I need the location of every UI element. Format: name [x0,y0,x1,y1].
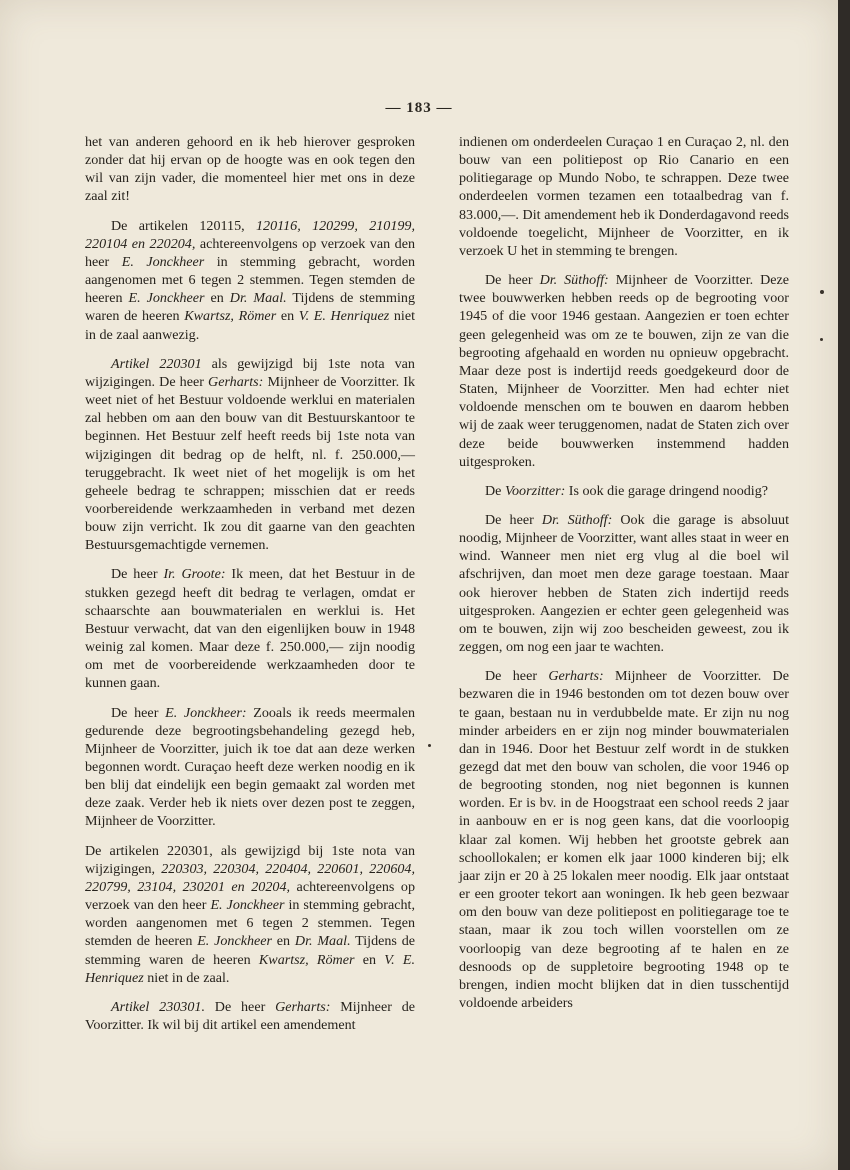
italic-name: Dr. Süthoff: [539,272,609,289]
text-run: achtereenvolgens op verzoek van den heer [85,878,416,914]
text-run: en [204,290,230,307]
italic-name: E. Jonckheer [197,933,273,950]
italic-name: 220303, 220304, 220404, 220601, 220604, 220799, 23104, 230201 en 20204, [85,860,415,895]
italic-name: Kwartsz, Römer [184,308,277,325]
speck-mark [428,744,431,747]
italic-name: E. Jonckheer [121,253,205,270]
text-run: niet in de zaal aanwezig. [85,308,416,343]
paragraph [459,667,789,1012]
paragraph [459,133,789,260]
speck-mark [820,338,823,341]
paragraph [85,704,415,831]
italic-name: Gerharts: [548,668,604,685]
italic-name: Dr. Süthoff: [541,511,613,528]
text-run: niet in de zaal. [143,969,230,986]
text-run: De heer [204,998,276,1015]
text-run: Ook die garage is absoluut noodig, Mijnheer de Voorzitter, want alles staat in weer en wind. Wanneer men niet erg vlug al die boel wil afschrijven, dan moet men deze garage toestaan. Maar ook hierover hebben de Staten zich indertijd reeds uitgesproken. Aangezien er echter geen gelegenheid was om te bouwen, zijn wij zoo bescheiden geweest, zou ik zeggen, om nog een jaar te wachten. [459,511,789,656]
text-run: in stemming gebracht, worden aangenomen met 6 tegen 2 stemmen. Tegen stemden de heeren [85,253,415,307]
paragraph [85,217,415,344]
italic-name: E. Jonckheer: [165,704,247,721]
text-run: in stemming gebracht, worden aangenomen met 6 tegen 2 stemmen. Tegen stemden de heeren [85,897,415,950]
italic-name: Artikel 230301. [111,998,205,1015]
paragraph [85,565,415,692]
italic-name: V. E. Henriquez [85,951,415,986]
italic-name: E. Jonckheer [210,897,285,914]
text-run: De heer [485,272,540,289]
text-run: het van anderen gehoord en ik heb hierover gesproken zonder dat hij ervan op de hoogte was en ook tegen den wil van zijn vader, die momenteel hier met ons in deze zaal zit! [85,134,415,205]
paragraph [459,482,789,500]
text-run: Mijnheer de Voorzitter. Ik wil bij dit artikel een amendement [85,998,415,1034]
italic-name: Kwartsz, Römer [258,951,355,968]
italic-name: Gerharts: [275,998,331,1015]
text-run: Tijdens de stemming waren de heeren [85,933,415,968]
text-run: en [272,933,295,950]
italic-name: 120116, 120299, 210199, 220104 en 220204, [85,217,415,252]
speck-mark [820,290,824,294]
text-run: achtereenvolgens op verzoek van den heer [85,235,415,270]
text-run: De heer [485,511,542,528]
text-run: Mijnheer de Voorzitter. De bezwaren die in 1946 bestonden om tot dezen bouw over te gaan, bestaan nu in verdubbelde mate. Er zijn nu nog minder arbeiders en er zijn nog minder bouwmaterialen dan in 1946. Door het Bestuur zelf wordt in de stukken gezegd dat met den bouw van scholen, die voor 1946 op de begrooting stonden, nog niet begonnen is kunnen worden. Er is bv. in de Hoogstraat een school reeds 2 jaar in aanbouw en er is nog geen kans, dat die voorloopig klaar zal komen. Wij hebben het grootste gebrek aan schoollokalen; er komen elk jaar 1000 kinderen bij; elk jaar zijn er 20 à 25 lokalen meer noodig. Elk jaar ontstaat er een grooter tekort aan woningen. Ik heb geen bezwaar om den bouw van deze politiepost en politiegarage toe te staan, maar ik zou toch willen voorstellen om ze voorloopig van deze begrooting af te halen en ze desnoods op de suppletoire begrooting 1948 op te brengen, indien mocht blijken dat in dien tusschentijd voldoende arbeiders [459,668,789,1012]
paragraph [85,133,415,206]
italic-name: Ir. Groote: [163,566,226,583]
italic-name: V. E. Henriquez [298,308,390,325]
right-column [459,133,789,1023]
italic-name: Dr. Maal. [229,290,287,307]
paragraph [85,842,415,987]
paragraph [459,511,789,656]
text-run: De heer [485,668,549,685]
italic-name: Gerharts: [208,373,264,390]
italic-name: Artikel 220301 [111,355,202,372]
text-run: Mijnheer de Voorzitter. Ik weet niet of het Bestuur voldoende werklui en materialen zal hebben om aan den bouw van dit Bestuurskantoor te beginnen. Het Bestuur zelf heeft reeds bij 1ste nota van wijzigingen dit bedrag op de helft, nl. f. 250.000,— teruggebracht. Ik weet niet of het mogelijk is om het geheele bedrag te schrappen; misschien dat er reeds voorbereidende werkzaamheden in verband met dezen bouw zijn verricht. Ik zou dit gaarne van den geachten Bestuursgemachtigde vernemen. [85,373,415,554]
text-run: als gewijzigd bij 1ste nota van wijzigingen. De heer [85,355,415,390]
text-run: De [485,482,505,499]
text-run: De heer [111,704,166,721]
page-number: — 183 — [385,100,453,116]
left-column [85,133,415,1045]
paragraph [459,271,789,471]
text-run: De heer [111,566,164,583]
text-run: De artikelen 220301, als gewijzigd bij 1ste nota van wijzigingen, [85,842,415,877]
text-run: en [276,308,299,325]
text-run: Tijdens de stemming waren de heeren [85,290,416,325]
italic-name: E. Jonckheer [128,290,205,307]
text-run: Zooals ik reeds meermalen gedurende deze begrootingsbehandeling gezegd heb, Mijnheer de Voorzitter, juich ik toe dat aan deze werken begonnen wordt. Curaçao heeft deze werken noodig en ik ben blij dat eindelijk een begin gemaakt zal worden met deze zaak. Verder heb ik niets over dezen post te zeggen, Mijnheer de Voorzitter. [85,704,415,830]
text-run: Is ook die garage dringend noodig? [565,482,769,499]
italic-name: Dr. Maal. [294,933,351,950]
text-run: Mijnheer de Voorzitter. Deze twee bouwwerken hebben reeds op de begrooting voor 1945 of die voor 1946 gestaan. Aangezien er toen echter geen gelegenheid was om ze te bouwen, zijn ze van die begrooting afgehaald en worden nu opnieuw opgebracht. Maar deze post is indertijd reeds goedgekeurd door de Staten, Mijnheer de Voorzitter. Men had echter niet voldoende menschen om te bouwen en daarom hebben wij de zaak weer teruggenomen, nadat de Staten zich over deze beide bouwwerken instemmend hadden uitgesproken. [459,272,790,470]
italic-name: Voorzitter: [504,482,566,499]
paragraph [85,355,415,555]
paragraph [85,998,415,1034]
text-run: indienen om onderdeelen Curaçao 1 en Curaçao 2, nl. den bouw van een politiepost op Rio Canario en een politiegarage op Mundo Nobo, te schrappen. Deze twee onderdeelen vormen tezamen een totaalbedrag van f. 83.000,—. Dit amendement heb ik Donderdagavond reeds voldoende toegelicht, Mijnheer de Voorzitter, en ik verzoek U het in stemming te brengen. [459,134,789,259]
text-run: De artikelen 120115, [111,217,256,234]
text-run: en [354,951,385,968]
text-run: Ik meen, dat het Bestuur in de stukken gezegd heeft dit bedrag te verlagen, omdat er schaarschte aan bouwmaterialen en werklui is. Het Bestuur verwacht, dat van den eigenlijken bouw in 1948 weinig zal komen. Maar deze f. 250.000,— zijn noodig om met de voorbereidende werkzaamheden door te kunnen gaan. [85,566,416,692]
scanner-edge [838,0,850,1170]
